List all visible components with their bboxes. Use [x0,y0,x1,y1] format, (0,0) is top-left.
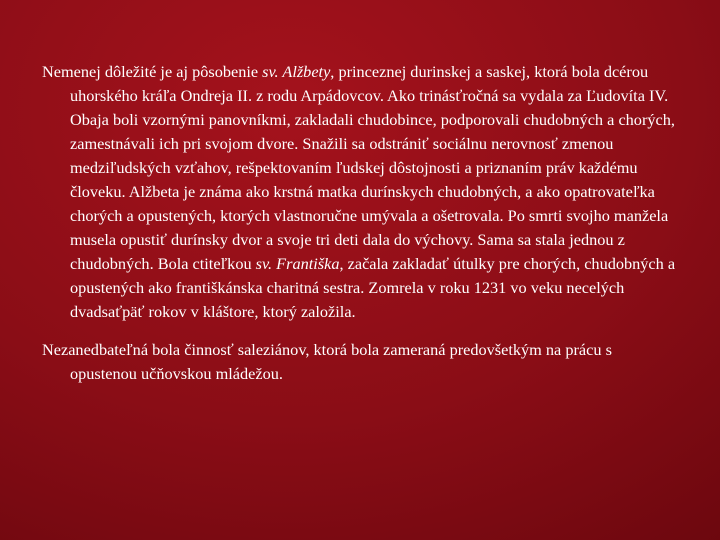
text-segment: Nezanedbateľná bola činnosť saleziánov, ktorá bola zameraná predovšetkým na prácu s opustenou učňovskou mládežou. [42,340,612,383]
text-segment-italic: sv. Alžbety [262,62,331,81]
paragraph-salesians [42,338,682,386]
text-segment: , princeznej durinskej a saskej, ktorá bola dcérou uhorského kráľa Ondreja II. z rodu Arpádovcov. Ako trinásťročná sa vydala za Ľudovíta IV. Obaja boli vzornými panovníkmi, zakladali chudobince, podporovali chudobných a chorých, zamestnávali ich pri svojom dvore. Snažili sa odstrániť sociálnu nerovnosť zmenou medziľudských vzťahov, rešpektovaním ľudskej dôstojnosti a priznaním práv každému človeku. Alžbeta je známa ako krstná matka durínskych chudobných, a ako opatrovateľka chorých a opustených, ktorých vlastnoručne umývala a ošetrovala. Po smrti svojho manžela musela opustiť durínsky dvor a svoje tri deti dala do výchovy. Sama sa stala jednou z chudobných. Bola ctiteľkou [70,62,675,273]
text-segment: , začala zakladať útulky pre chorých, chudobných a opustených ako františkánska charitná sestra. Zomrela v roku 1231 vo veku necelých dvadsaťpäť rokov v kláštore, ktorý založila. [70,254,676,321]
slide-content [42,60,682,386]
text-segment: Nemenej dôležité je aj pôsobenie [42,62,263,81]
paragraph-elizabeth [42,60,682,324]
text-segment-italic: sv. Františka [255,254,340,273]
